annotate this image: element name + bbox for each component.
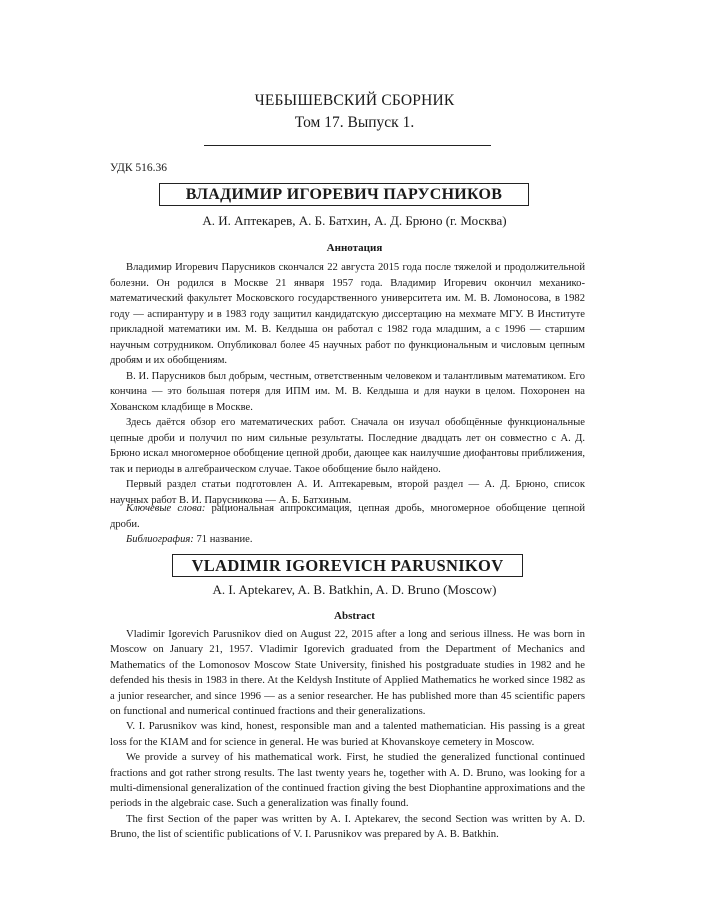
russian-abstract	[110, 260, 585, 508]
english-abstract	[110, 627, 585, 843]
journal-name: ЧЕБЫШЕВСКИЙ СБОРНИК	[254, 92, 455, 109]
english-authors: A. I. Aptekarev, A. B. Batkhin, A. D. Bruno (Moscow)	[212, 582, 497, 597]
keywords-label: Ключевые слова:	[126, 503, 206, 514]
english-paragraph: V. I. Parusnikov was kind, honest, responsible man and a talented mathematician. His passing is a great loss for the KIAM and for science in general. He was buried at Khovanskoye cemetery in Moscow.	[110, 720, 585, 748]
english-abstract-heading: Abstract	[334, 610, 375, 622]
bibliography-line	[110, 532, 585, 548]
russian-abstract-heading: Аннотация	[326, 242, 383, 254]
bibliography-label: Библиография:	[126, 534, 194, 545]
english-paragraph: We provide a survey of his mathematical work. First, he studied the generalized functional continued fractions and got rather strong results. The last twenty years he, together with A. D. Bruno, was looking for a multi-dimensional generalization of the continued fraction giving the best Diophantine approximations and the periods in the algebraic case. Such a generalization was finally found.	[110, 751, 585, 810]
english-paragraph: The first Section of the paper was written by A. I. Aptekarev, the second Section was written by A. D. Bruno, the list of scientific publications of V. I. Parusnikov was prepared by A. B. Batkhin.	[110, 812, 585, 841]
bibliography-text: 71 название.	[193, 534, 253, 545]
english-title: VLADIMIR IGOREVICH PARUSNIKOV	[172, 554, 523, 577]
russian-paragraph: Здесь даётся обзор его математических работ. Сначала он изучал обобщённые функциональные цепные дроби и получил по ним сильные результаты. Последние двадцать лет он совместно с А. Д. Брюно искал многомерное обобщение цепной дроби, дающее как наилучшие диофантовы приближения, так и периоды в алгебраическом случае. Такое обобщение было найдено.	[110, 417, 585, 475]
russian-title: ВЛАДИМИР ИГОРЕВИЧ ПАРУСНИКОВ	[159, 183, 529, 206]
journal-volume: Том 17. Выпуск 1.	[294, 114, 415, 131]
russian-paragraph: В. И. Парусников был добрым, честным, ответственным человеком и талантливым математиком. Его кончина — это большая потеря для ИПМ им. М. В. Келдыша и для науки в целом. Похоронен на Хованском кладбище в Москве.	[110, 370, 585, 413]
russian-paragraph: Первый раздел статьи подготовлен А. И. Аптекаревым, второй раздел — А. Д. Брюно, список научных работ В. И. Парусникова — А. Б. Батхиным.	[110, 479, 585, 506]
russian-authors: А. И. Аптекарев, А. Б. Батхин, А. Д. Брюно (г. Москва)	[202, 213, 507, 228]
keywords-line	[110, 501, 585, 532]
russian-keywords-block	[110, 501, 585, 548]
english-paragraph: Vladimir Igorevich Parusnikov died on August 22, 2015 after a long and serious illness. He was born in Moscow on January 21, 1957. Vladimir Igorevich graduated from the Department of Mechanics and Mathematics of the Lomonosov Moscow State University, finished his postgraduate studies in 1982 and he defended his thesis in 1983 in there. At the Keldysh Institute of Applied Mathematics he worked since 1982 as a junior researcher, and since 1996 — as a senior researcher. He has published more than 45 scientific papers on functional and numerical continued fractions and their generalizations.	[110, 628, 585, 718]
header-rule	[204, 145, 491, 146]
russian-paragraph: Владимир Игоревич Парусников скончался 22 августа 2015 года после тяжелой и продолжительной болезни. Он родился в Москве 21 января 1957 года. Владимир Игоревич окончил механико-математический факультет Московского государственного университета им. М. В. Ломоносова, в 1982 году — аспирантуру и в 1983 году защитил кандидатскую диссертацию на мехмате МГУ. В Институте прикладной математики им. М. В. Келдыша он работал с 1982 года младшим, а с 1996 — старшим научным сотрудником. Опубликовал более 45 научных работ по функциональным и числовым цепным дробям и их обобщениям.	[110, 262, 585, 366]
udk-code: УДК 516.36	[110, 162, 167, 174]
keywords-text: рациональная аппроксимация, цепная дробь, многомерное обобщение цепной дроби.	[110, 503, 585, 530]
